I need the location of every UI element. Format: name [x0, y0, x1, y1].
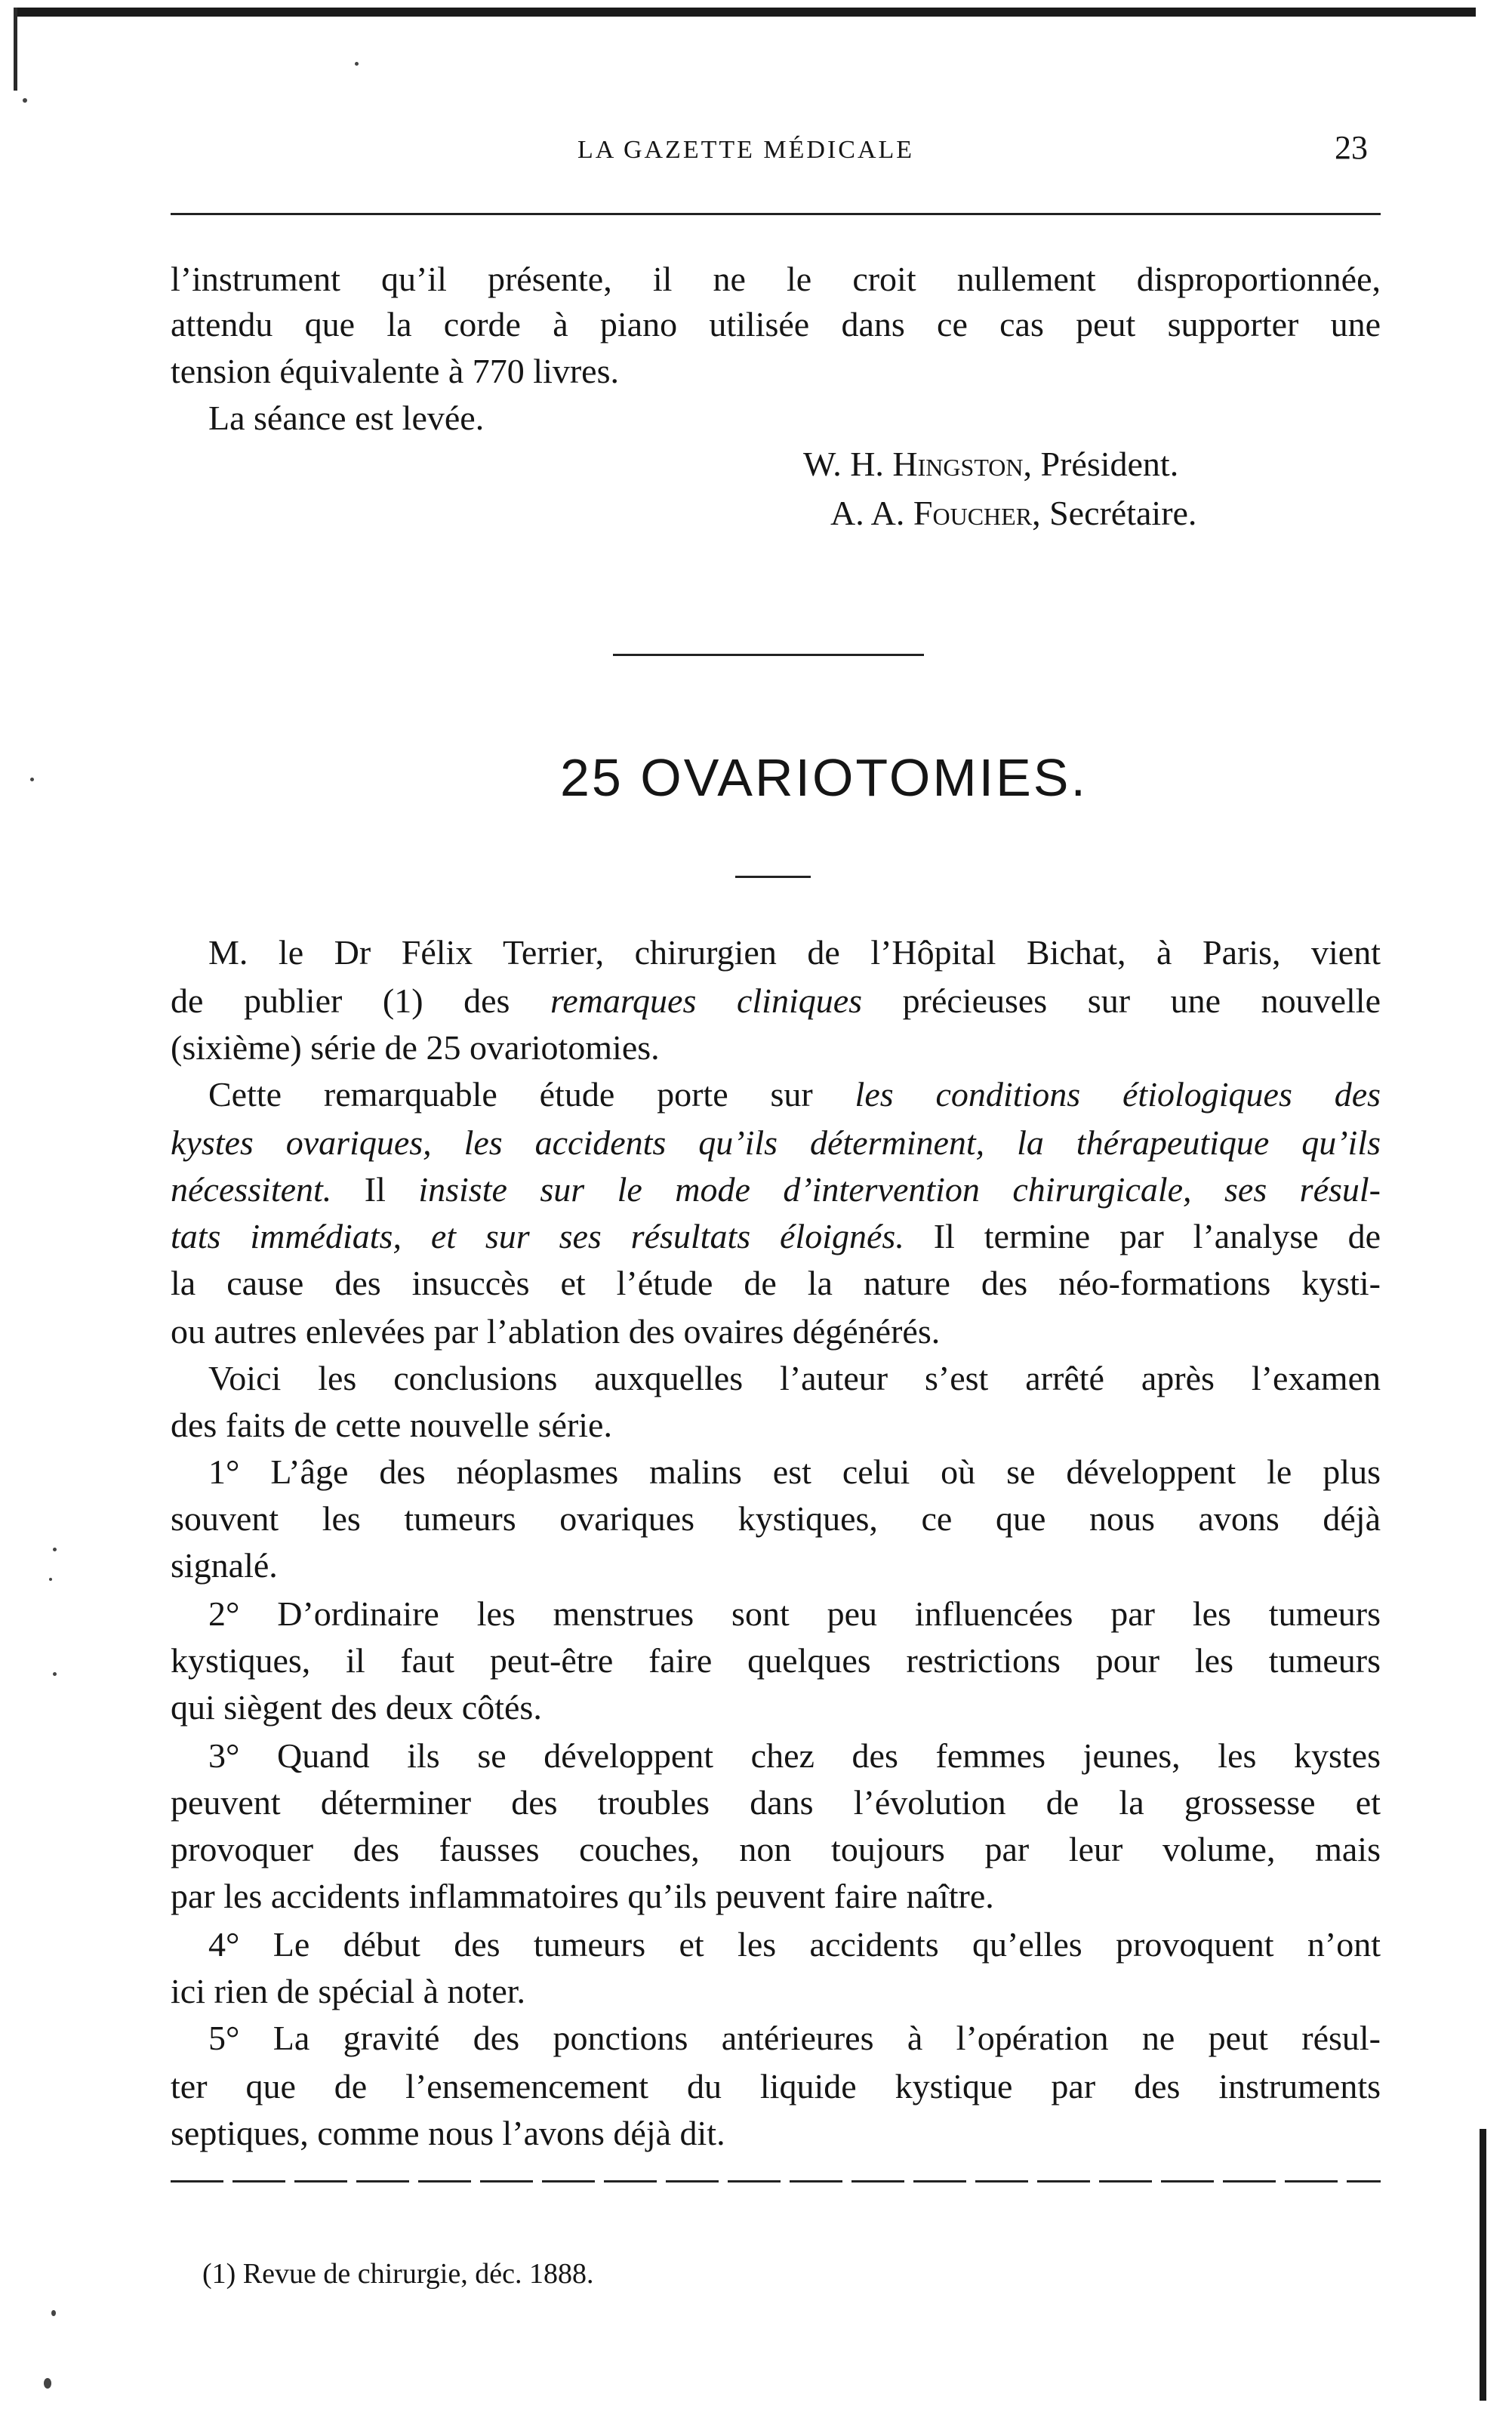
text-line: ter que de l’ensemencement du liquide kystique par des instruments: [171, 2067, 1381, 2105]
text-line: 4° Le début des tumeurs et les accidents qu’elles provoquent n’ont: [208, 1925, 1381, 1964]
title-underline: [735, 876, 811, 878]
section-title: 25 OVARIOTOMIES.: [560, 748, 1088, 807]
running-title: LA GAZETTE MÉDICALE: [577, 136, 915, 164]
text-line: des faits de cette nouvelle série.: [171, 1406, 612, 1444]
text-line: l’instrument qu’il présente, il ne le croit nullement disproportionnée,: [171, 260, 1381, 298]
text-run-italic: nécessitent.: [171, 1170, 332, 1209]
header-rule: [171, 213, 1381, 215]
text-run: de publier (1) des: [171, 981, 510, 1020]
section-separator: [613, 654, 924, 656]
text-line: attendu que la corde à piano utilisée dans ce cas peut supporter une: [171, 305, 1381, 343]
text-line: Voici les conclusions auxquelles l’auteur s’est arrêté après l’examen: [208, 1359, 1381, 1397]
text-run-italic: tats immédiats, et sur ses résultats éloignés.: [171, 1217, 904, 1255]
text-line: la cause des insuccès et l’étude de la nature des néo-formations kysti-: [171, 1264, 1381, 1302]
text-line: signalé.: [171, 1546, 278, 1585]
text-line: 5° La gravité des ponctions antérieures à l’opération ne peut résul-: [208, 2019, 1381, 2057]
scan-speck: [53, 1672, 57, 1676]
signature-role: , Président.: [1023, 445, 1179, 483]
text-run: précieuses sur une nouvelle: [902, 981, 1381, 1020]
text-line: kystiques, il faut peut-être faire quelques restrictions pour les tumeurs: [171, 1641, 1381, 1680]
text-run: Il: [364, 1170, 386, 1209]
text-line: 1° L’âge des néoplasmes malins est celui où se développent le plus: [208, 1452, 1381, 1491]
signature-president: [803, 442, 1407, 487]
signature-role: , Secrétaire.: [1032, 494, 1197, 532]
text-line: ou autres enlevées par l’ablation des ovaires dégénérés.: [171, 1312, 941, 1351]
signature-secretary: [830, 491, 1404, 536]
text-line: [171, 978, 1381, 1024]
footnote-rule: [171, 2180, 1381, 2183]
text-line: qui siègent des deux côtés.: [171, 1688, 542, 1727]
text-line: [171, 1120, 1381, 1166]
text-line: [171, 1167, 1381, 1212]
text-line: souvent les tumeurs ovariques kystiques, ce que nous avons déjà: [171, 1499, 1381, 1538]
scan-right-edge-mark: [1480, 2129, 1486, 2401]
text-run-italic: les conditions étiologiques des: [855, 1075, 1381, 1114]
scan-top-border: [15, 8, 1476, 17]
text-line: ici rien de spécial à noter.: [171, 1972, 526, 2010]
text-line: 3° Quand ils se développent chez des femmes jeunes, les kystes: [208, 1736, 1381, 1775]
scan-speck: [44, 2378, 51, 2389]
text-line: peuvent déterminer des troubles dans l’évolution de la grossesse et: [171, 1783, 1381, 1822]
scan-speck: [30, 778, 34, 781]
scan-speck: [23, 98, 27, 103]
text-run: Il termine par l’analyse de: [933, 1217, 1381, 1255]
signature-initials: W. H.: [803, 445, 884, 483]
scan-speck: [51, 2310, 56, 2316]
text-run-italic: kystes ovariques, les accidents qu’ils déterminent, la thérapeutique qu’ils: [171, 1123, 1381, 1162]
scan-speck: [49, 1578, 52, 1581]
text-line: tension équivalente à 770 livres.: [171, 352, 620, 390]
footnote: (1) Revue de chirurgie, déc. 1888.: [202, 2258, 594, 2290]
text-line: 2° D’ordinaire les menstrues sont peu influencées par les tumeurs: [208, 1594, 1381, 1633]
text-line: provoquer des fausses couches, non toujours par leur volume, mais: [171, 1830, 1381, 1868]
text-run: Cette remarquable étude porte sur: [208, 1075, 813, 1114]
text-line: septiques, comme nous l’avons déjà dit.: [171, 2114, 725, 2152]
page-number: 23: [1335, 129, 1368, 166]
text-line: M. le Dr Félix Terrier, chirurgien de l’Hôpital Bichat, à Paris, vient: [208, 933, 1381, 972]
text-line: par les accidents inflammatoires qu’ils peuvent faire naître.: [171, 1877, 994, 1915]
scan-speck: [53, 1548, 57, 1551]
signature-name: Hingston: [892, 445, 1024, 483]
text-run-italic: remarques cliniques: [550, 981, 863, 1020]
text-line: [208, 1072, 1381, 1117]
signature-name: Foucher: [913, 494, 1033, 532]
scan-speck: [355, 62, 359, 66]
text-run-italic: insiste sur le mode d’intervention chirurgicale, ses résul-: [418, 1170, 1381, 1209]
signature-initials: A. A.: [830, 494, 905, 532]
text-line: [171, 1214, 1381, 1259]
text-line: (sixième) série de 25 ovariotomies.: [171, 1028, 660, 1067]
text-line: La séance est levée.: [208, 399, 485, 437]
scan-left-edge-mark: [14, 8, 17, 91]
